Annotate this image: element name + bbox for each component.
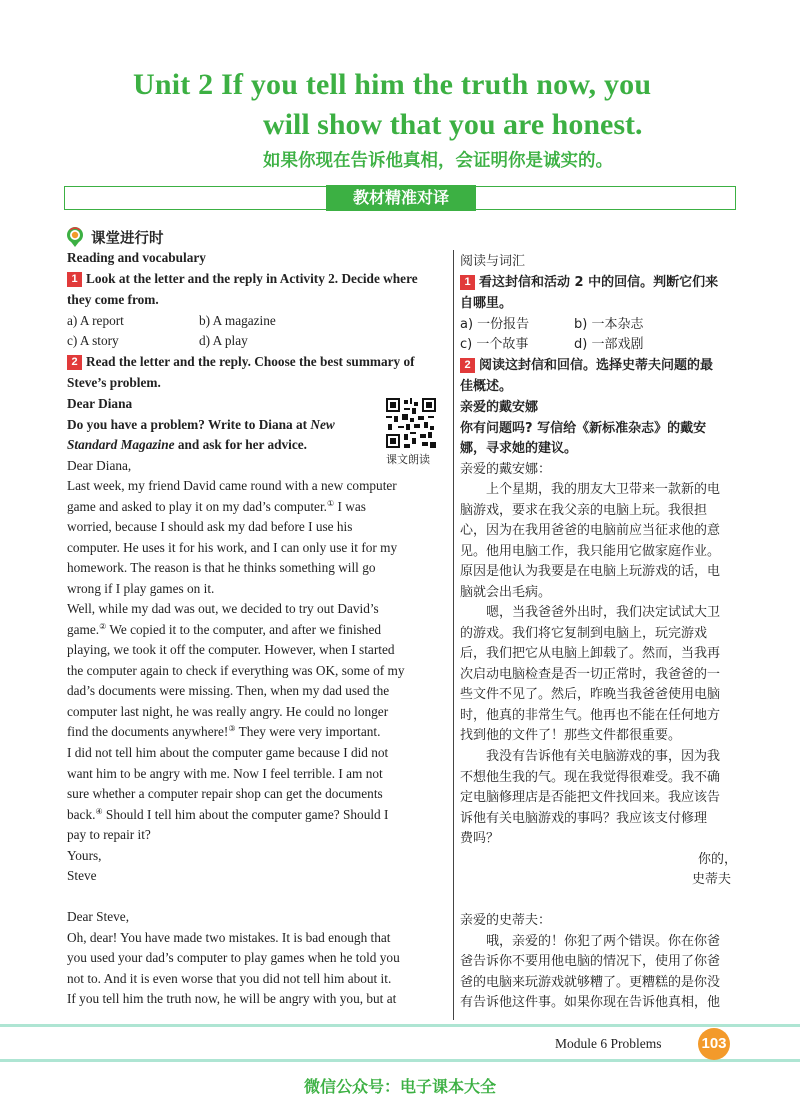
letter-line-zh: 后，我们把它从电脑上卸载了。然而，当我再 [460, 646, 721, 661]
intro-line-1: Do you have a problem? Write to Diana at New [67, 417, 335, 432]
letter-line-zh: 脑游戏，要求在我父亲的电脑上玩。我很担 [460, 503, 708, 518]
letter-closing: Yours, [67, 848, 102, 863]
footnote-marker: ① [326, 499, 335, 508]
footnote-marker: ② [99, 622, 107, 631]
letter-line: want him to be angry with me. Now I feel terrible. I am not [67, 766, 383, 781]
banner-label: 教材精准对译 [326, 185, 476, 211]
option-d: d) A play [199, 333, 248, 348]
footnote-marker: ④ [95, 807, 103, 816]
option-c: c) A story [67, 333, 119, 348]
location-pin-icon [64, 226, 86, 248]
qr-label: 课文朗读 [386, 453, 430, 466]
question-number-badge: 1 [460, 275, 475, 290]
column-divider [453, 250, 454, 1020]
reply-line-zh: 爸告诉你不要用他电脑的情况下，使用了你爸 [460, 954, 721, 969]
letter-line-zh: 时，他真的非常生气。他再也不能在任何地方 [460, 708, 721, 723]
intro-zh-2: 娜，寻求她的建议。 [460, 441, 578, 456]
letter-line-zh: 不想他生我的气。现在我觉得很难受。我不确 [460, 770, 721, 785]
letter-line-zh: 找到他的文件了！那些文件都很重要。 [460, 728, 682, 743]
option-b: b) A magazine [199, 313, 276, 328]
letter-line: back.④ Should I tell him about the computer game? Should I [67, 807, 389, 822]
option-b-zh: b) 一本杂志 [574, 317, 644, 332]
question-1-cont: they come from. [67, 292, 159, 307]
page-number: 103 [698, 1028, 730, 1060]
unit-title-line1: Unit 2 If you tell him the truth now, you [133, 68, 652, 101]
footer-rule-top [0, 1024, 800, 1027]
letter-line: the computer again to check if everything was OK, some of my [67, 663, 405, 678]
letter-closing-zh: 你的， [698, 852, 738, 867]
letter-line: computer. He uses it for his work, and I can only use it for my [67, 540, 398, 555]
letter-line: game and asked to play it on my dad’s computer.① I was [67, 499, 366, 514]
reading-heading: Reading and vocabulary [67, 250, 206, 265]
option-a: a) A report [67, 313, 124, 328]
letter-line-zh: 脑就会出毛病。 [460, 585, 552, 600]
letter-line-zh: 嗯，当我爸爸外出时，我们决定试试大卫 [486, 605, 721, 620]
option-d-zh: d) 一部戏剧 [574, 337, 644, 352]
letter-heading-zh: 亲爱的戴安娜 [460, 400, 539, 415]
question-1-zh: 1 看这封信和活动 2 中的回信。判断它们来 [460, 271, 718, 290]
letter-line-zh: 定电脑修理店是否能把文件找回来。我应该告 [460, 790, 721, 805]
letter-line: pay to repair it? [67, 827, 151, 842]
qr-code-icon[interactable] [386, 398, 436, 448]
intro-line-2: Standard Magazine and ask for her advice. [67, 437, 308, 452]
letter-line-zh: 诉他有关电脑游戏的事吗？我应该支付修理 [460, 811, 708, 826]
letter-line-zh: 费吗？ [460, 831, 500, 846]
letter-line-zh: 我没有告诉他有关电脑游戏的事，因为我 [486, 749, 721, 764]
letter-line-zh: 心，因为在我用爸爸的电脑前应当征求他的意 [460, 523, 721, 538]
reply-line-zh: 爸的电脑来玩游戏就够糟了。更糟糕的是你没 [460, 975, 721, 990]
reply-line-zh: 哦，亲爱的！你犯了两个错误。你在你爸 [486, 934, 721, 949]
letter-line-zh: 原因是他认为我要是在电脑上玩游戏的话，电 [460, 564, 721, 579]
letter-signature: Steve [67, 868, 97, 883]
question-2-zh: 2 阅读这封信和回信。选择史蒂夫问题的最 [460, 354, 713, 373]
letter-line-zh: 上个星期，我的朋友大卫带来一款新的电 [486, 482, 721, 497]
letter-line: playing, we took it off the computer. However, when I started [67, 642, 395, 657]
unit-subtitle: 如果你现在告诉他真相，会证明你是诚实的。 [263, 151, 613, 171]
reply-line: not to. And it is even worse that you did not tell him about it. [67, 971, 392, 986]
letter-line: game.② We copied it to the computer, and after we finished [67, 622, 382, 637]
letter-line: Last week, my friend David came round with a new computer [67, 478, 397, 493]
footnote-marker: ③ [228, 724, 236, 733]
letter-salutation-zh: 亲爱的戴安娜： [460, 462, 552, 477]
footer-rule-bottom [0, 1059, 800, 1062]
reading-heading-zh: 阅读与词汇 [460, 254, 526, 269]
option-c-zh: c) 一个故事 [460, 337, 529, 352]
reply-line: Oh, dear! You have made two mistakes. It is bad enough that [67, 930, 391, 945]
letter-line: dad’s documents were missing. Then, when my dad used the [67, 683, 390, 698]
reply-salutation: Dear Steve, [67, 909, 130, 924]
letter-line: computer last night, he was really angry. He could no longer [67, 704, 389, 719]
question-1-zh-cont: 自哪里。 [460, 296, 513, 311]
unit-title-line2: will show that you are honest. [263, 108, 643, 141]
letter-salutation: Dear Diana, [67, 458, 132, 473]
option-a-zh: a) 一份报告 [460, 317, 530, 332]
letter-line-zh: 的游戏。我们将它复制到电脑上，玩完游戏 [460, 626, 708, 641]
letter-line: find the documents anywhere!③ They were very important. [67, 724, 381, 739]
letter-line: worried, because I should ask my dad before I use his [67, 519, 353, 534]
letter-line: I did not tell him about the computer game because I did not [67, 745, 389, 760]
question-number-badge: 2 [67, 355, 82, 370]
reply-line: you used your dad’s computer to play games when he told you [67, 950, 400, 965]
question-number-badge: 1 [67, 272, 82, 287]
letter-heading: Dear Diana [67, 396, 133, 411]
section-heading: 课堂进行时 [91, 231, 164, 247]
question-2: 2 Read the letter and the reply. Choose the best summary of [67, 354, 415, 370]
question-1: 1 Look at the letter and the reply in Activity 2. Decide where [67, 271, 418, 287]
letter-line-zh: 见。他用电脑工作，我只能用它做家庭作业。 [460, 544, 721, 559]
question-number-badge: 2 [460, 358, 475, 373]
reply-line: If you tell him the truth now, he will be angry with you, but at [67, 991, 397, 1006]
letter-line: homework. The reason is that he thinks something will go [67, 560, 376, 575]
question-2-cont: Steve’s problem. [67, 375, 161, 390]
letter-line-zh: 次启动电脑检查是否一切正常时，我爸爸的一 [460, 667, 721, 682]
letter-line: Well, while my dad was out, we decided to try out David’s [67, 601, 379, 616]
letter-line: wrong if I play games on it. [67, 581, 215, 596]
module-label: Module 6 Problems [555, 1036, 662, 1051]
question-2-zh-cont: 佳概述。 [460, 379, 513, 394]
letter-signature-zh: 史蒂夫 [692, 872, 732, 887]
letter-line: sure whether a computer repair shop can get the documents [67, 786, 383, 801]
intro-zh-1: 你有问题吗? 写信给《新标准杂志》的戴安 [460, 421, 707, 436]
reply-salutation-zh: 亲爱的史蒂夫： [460, 913, 552, 928]
watermark: 微信公众号：电子课本大全 [303, 1077, 496, 1096]
reply-line-zh: 有告诉他这件事。如果你现在告诉他真相，他 [460, 995, 721, 1010]
letter-line-zh: 些文件不见了。然后，昨晚当我爸爸使用电脑 [460, 687, 721, 702]
